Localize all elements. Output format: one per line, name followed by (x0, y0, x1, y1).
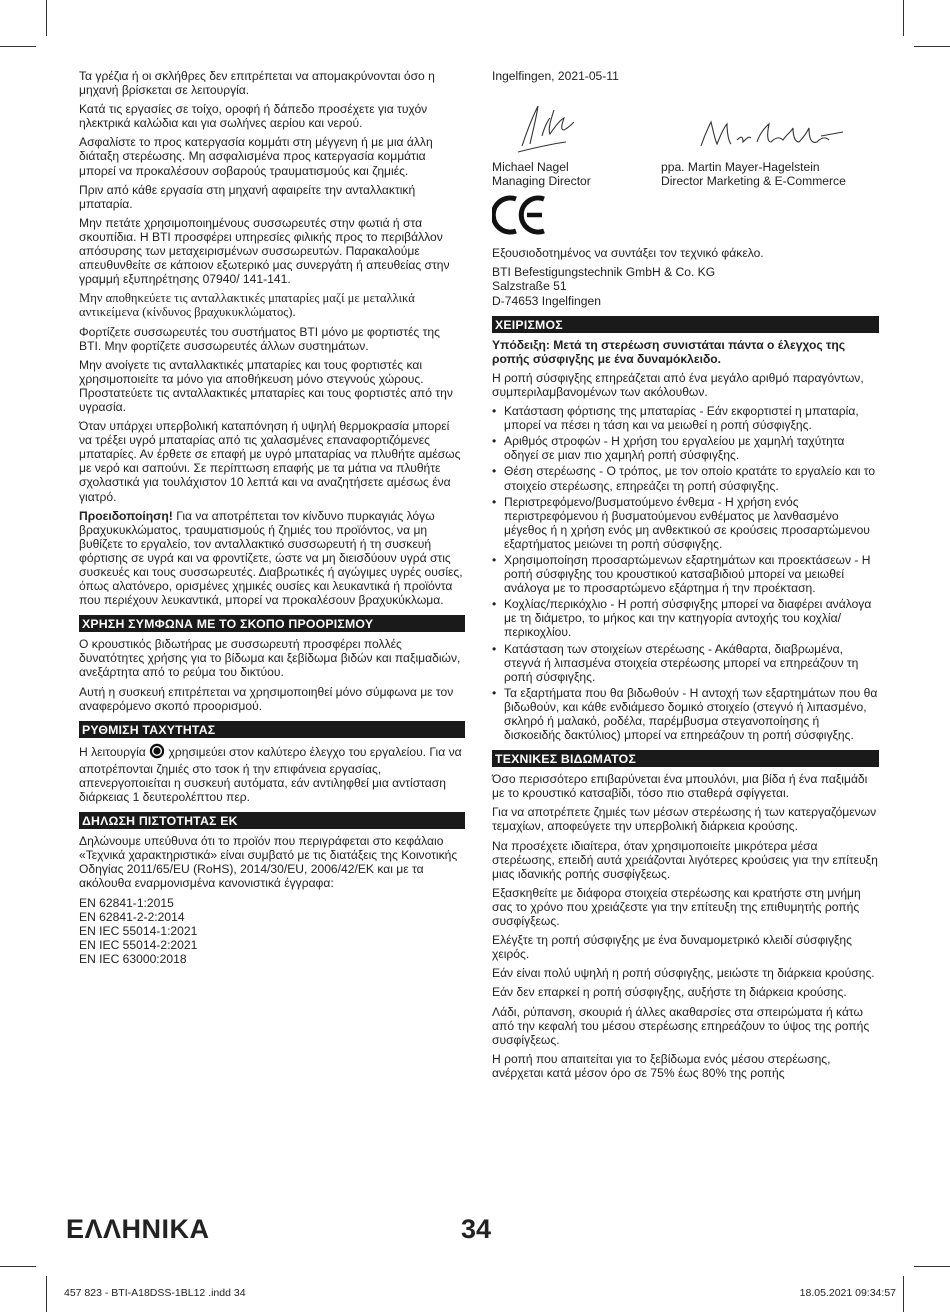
paragraph: Ο κρουστικός βιδωτήρας με συσσωρευτή προσφέρει πολλές δυνατότητες χρήσης για το βίδωμα και ξεβίδωμα βιδών και παξιμαδιών, ανεξάρτητα από το ρεύμα του δικτύου. (79, 637, 461, 680)
crop-mark (46, 0, 47, 36)
paragraph: Φορτίζετε συσσωρευτές του συστήματος BTI μόνο με φορτιστές της BTI. Μην φορτίζετε συσσωρευτές άλλων συστημάτων. (79, 324, 440, 353)
standard-item: EN 62841-2-2:2014 (79, 909, 185, 924)
signer (492, 160, 661, 188)
standard-item: EN IEC 55014-1:2021 (79, 923, 198, 938)
signatures (492, 88, 879, 160)
section-heading-speed-setting: ΡΥΘΜΙΣΗ ΤΑΧΥΤΗΤΑΣ (79, 721, 465, 738)
authorized-text: Εξουσιοδοτημένος να συντάξει τον τεχνικό φάκελο. (492, 246, 764, 261)
language-label: ΕΛΛΗΝΙΚΑ (66, 1214, 210, 1244)
speed-text-b: χρησιμεύει στον καλύτερο έλεγχο του εργαλείου. Για να αποτρέπονται ζημιές στο τσοκ ή την επιφάνεια εργασίας, απενεργοποιείται η συσκευή αυτόματα, εάν αντιληφθεί μια αντίσταση διάρκειας 1 δευτερολέπτου περ. (79, 744, 462, 805)
factors-list (492, 404, 879, 742)
signer-name: Michael Nagel (492, 160, 569, 175)
crop-mark (46, 1276, 47, 1312)
list-item: • Κοχλίας/περικόχλιο - Η ροπή σύσφιγξης μπορεί να διαφέρει ανάλογα με τη διάμετρο, το μήκος και την κατηγορία αντοχής του κοχλία/περικοχλίου. (492, 597, 879, 639)
right-column (492, 69, 879, 1085)
crop-mark (0, 1266, 36, 1267)
section-heading-ec-declaration: ΔΗΛΩΣΗ ΠΙΣΤΟΤΗΤΑΣ ΕΚ (79, 812, 465, 829)
speed-paragraph (79, 743, 465, 804)
address-line: Salzstraße 51 (492, 279, 567, 294)
section-heading-screwing-techniques: ΤΕΧΝΙΚΕΣ ΒΙΔΩΜΑΤΟΣ (492, 750, 879, 767)
speed-mode-icon (149, 743, 165, 762)
paragraph: Μην πετάτε χρησιμοποιημένους συσσωρευτές στην φωτιά ή στα σκουπίδια. Η BTI προσφέρει υπηρεσίες φιλικής προς το περιβάλλον απόσυρσης των μεταχειρισμένων συσσωρευτών. Παρακαλούμε απευθυνθείτε σε κάποιον εξωτερικό μας συνεργάτη ή απευθείας στην γραμμή εξυπηρέτησης 07940/ 141-141. (79, 215, 450, 287)
paragraph: Όταν υπάρχει υπερβολική καταπόνηση ή υψηλή θερμοκρασία μπορεί να τρέξει υγρό μπαταρίας από τις χαλασμένες επαναφορτιζόμενες μπαταρίες. Αν έρθετε σε επαφή με υγρό μπαταρίας να πλυθήτε αμέσως με νερό και σαπούνι. Σε περίπτωση επαφής με τα μάτια να πλυθήτε σχολαστικά για τουλάχιστον 10 λεπτά και να αναζητήσετε αμέσως ένα γιατρό. (79, 419, 461, 504)
paragraph: Η ροπή σύσφιγξης επηρεάζεται από ένα μεγάλο αριθμό παραγόντων, συμπεριλαμβανομένων των ακόλουθων. (492, 370, 864, 399)
paragraph: Λάδι, ρύπανση, σκουριά ή άλλες ακαθαρσίες στα σπειρώματα ή κάτω από την κεφαλή του μέσου στερέωσης επηρεάζουν το ύψος της ροπής συσφίγξεως. (492, 1004, 870, 1047)
paragraph: Αυτή η συσκευή επιτρέπεται να χρησιμοποιηθεί μόνο σύμφωνα με τον αναφερόμενο σκοπό προορισμού. (79, 684, 454, 713)
list-item: • Κατάσταση των στοιχείων στερέωσης - Ακάθαρτα, διαβρωμένα, στεγνά ή λιπασμένα στοιχεία στερέωσης μπορεί να επηρεάζουν τη ροπή σύσφιγξης. (492, 642, 879, 684)
warning-label: Προειδοποίηση! (79, 508, 173, 523)
address-block (492, 265, 879, 307)
crop-mark (0, 46, 36, 47)
standard-item: EN IEC 63000:2018 (79, 951, 187, 966)
list-item: • Χρησιμοποίηση προσαρτώμενων εξαρτημάτων και προεκτάσεων - Η ροπή σύσφιγξης του κρουστικού κατσαβιδιού μπορεί να μειωθεί ανάλογα με το προσαρτώμενο εξάρτημα ή την προέκταση. (492, 553, 879, 595)
crop-mark (903, 0, 904, 36)
warning-text: Για να αποτρέπεται τον κίνδυνο πυρκαγιάς λόγω βραχυκυκλώματος, τραυματισμούς ή ζημιές του προϊόντος, να μη βυθίζετε το εργαλείο, τον ανταλλακτικό συσσωρευτή ή τη συσκευή φόρτισης σε υγρά και να φροντίζετε, ώστε να μη διεισδύουν υγρά στις συσκευές και τους συσσωρευτές. Διαβρωτικές ή αγώγιμες υγρές ουσίες, όπως αλατόνερο, ορισμένες χημικές ουσίες και λευκαντικά ή προϊόντα που περιέχουν λευκαντικά, μπορεί να προκαλέσουν βραχυκύκλωμα. (79, 508, 463, 608)
crop-mark (914, 1266, 950, 1267)
signature-mayer-hagelstein (697, 116, 847, 156)
section-heading-intended-use: ΧΡΗΣΗ ΣΥΜΦΩΝΑ ΜΕ ΤΟ ΣΚΟΠΟ ΠΡΟΟΡΙΣΜΟΥ (79, 615, 465, 632)
slug-timestamp: 18.05.2021 09:34:57 (799, 1287, 896, 1299)
signature-nagel (514, 98, 594, 158)
paragraph: Ασφαλίστε το προς κατεργασία κομμάτι στη μέγγενη ή με μια άλλη διάταξη στερέωσης. Μη ασφαλισμένα προς κατεργασία κομμάτια μπορεί να προκαλέσουν σοβαρούς τραυματισμούς και ζημιές. (79, 135, 433, 178)
list-item: • Τα εξαρτήματα που θα βιδωθούν - Η αντοχή των εξαρτημάτων που θα βιδωθούν, και κάθε ενδιάμεσο δομικό στοιχείο (στεγνό ή λιπασμένο, σκληρό ή μαλακό, ροδέλα, παρέμβυσμα στεγανοποίησης ή δισκοειδής δακτύλιος) μπορεί να επηρεάζουν τη ροπή σύσφιγξης. (492, 686, 879, 742)
paragraph: Μην αποθηκεύετε τις ανταλλακτικές μπαταρίες μαζί με μεταλλικά αντικείμενα (κίνδυνος βραχυκυκλώματος). (79, 291, 415, 320)
warning-paragraph (79, 509, 465, 608)
paragraph: Κατά τις εργασίες σε τοίχο, οροφή ή δάπεδο προσέχετε για τυχόν ηλεκτρικά καλώδια και για σωλήνες αερίου και νερού. (79, 102, 428, 131)
crop-mark (903, 1276, 904, 1312)
signer-name: ppa. Martin Mayer-Hagelstein (661, 160, 820, 175)
paragraph: Εάν δεν επαρκεί η ροπή σύσφιγξης, αυξήστε τη διάρκεια κρούσης. (492, 985, 847, 1000)
list-item: • Θέση στερέωσης - Ο τρόπος, με τον οποίο κρατάτε το εργαλείο και το στοιχείο στερέωσης, επηρεάζει τη ροπή σύσφιγξης. (492, 464, 879, 492)
paragraph: Πριν από κάθε εργασία στη μηχανή αφαιρείτε την ανταλλακτική μπαταρία. (79, 182, 416, 211)
section-heading-operation: ΧΕΙΡΙΣΜΟΣ (492, 316, 879, 333)
note-bold: Υπόδειξη: Μετά τη στερέωση συνιστάται πάντα ο έλεγχος της ροπής σύσφιγξης με ένα δυναμόκλειδο. (492, 337, 846, 366)
list-item: • Κατάσταση φόρτισης της μπαταρίας - Εάν εκφορτιστεί η μπαταρία, μπορεί να πέσει η τάση και να μειωθεί η ροπή σύσφιγξης. (492, 404, 879, 432)
slug-file: 457 823 - BTI-A18DSS-1BL12 .indd 34 (64, 1287, 246, 1299)
crop-mark (914, 46, 950, 47)
paragraph: Να προσέχετε ιδιαίτερα, όταν χρησιμοποιείτε μικρότερα μέσα στερέωσης, επειδή αυτά χρειάζονται λιγότερες κρούσεις για την επίτευξη μιας ιδανικής ροπής συσφίγξεως. (492, 838, 878, 881)
standard-item: EN 62841-1:2015 (79, 895, 174, 910)
paragraph: Δηλώνουμε υπεύθυνα ότι το προϊόν που περιγράφεται στο κεφάλαιο «Τεχνικά χαρακτηριστικά» είναι συμβατό με τις διατάξεις της Κοινοτικής Οδηγίας 2011/65/EU (RoHS), 2014/30/EU, 2006/42/EK και με τα ακόλουθα εναρμονισμένα κανονιστικά έγγραφα: (79, 834, 458, 891)
paragraph: Ελέγξτε τη ροπή σύσφιγξης με ένα δυναμομετρικό κλειδί σύσφιγξης χειρός. (492, 933, 852, 962)
standards-list (79, 896, 465, 966)
list-item: • Περιστρεφόμενο/βυσματούμενο ένθεμα - Η χρήση ενός περιστρεφόμενου ή βυσματούμενου ενθέματος με λανθασμένο μέγεθος ή η χρήση ενός μη ανθεκτικού σε κρούσεις προσαρτώμενου εξαρτήματος μειώνει τη ροπή σύσφιγξης. (492, 495, 879, 551)
signer-title: Managing Director (492, 174, 591, 189)
ce-mark-icon (492, 194, 550, 236)
address-line: BTI Befestigungstechnik GmbH & Co. KG (492, 265, 716, 280)
list-item: • Αριθμός στροφών - Η χρήση του εργαλείου με χαμηλή ταχύτητα οδηγεί σε μιαν πιο χαμηλή ροπή σύσφιγξης. (492, 434, 879, 462)
place-date: Ingelfingen, 2021-05-11 (492, 69, 619, 83)
signer-names (492, 160, 879, 188)
paragraph: Η ροπή που απαιτείται για το ξεβίδωμα ενός μέσου στερέωσης, ανέρχεται κατά μέσον όρο σε 75% έως 80% της ροπής (492, 1051, 831, 1080)
left-column (79, 69, 465, 966)
signer (661, 160, 879, 188)
standard-item: EN IEC 55014-2:2021 (79, 937, 198, 952)
address-line: D-74653 Ingelfingen (492, 293, 601, 308)
paragraph: Μην ανοίγετε τις ανταλλακτικές μπαταρίες και τους φορτιστές και χρησιμοποιείτε τα μόνο για αποθήκευση μόνο στεγνούς χώρους. Προστατεύετε τις ανταλλακτικές μπαταρίες και τους φορτιστές από την υγρασία. (79, 357, 453, 414)
page-number: 34 (461, 1214, 492, 1244)
speed-text-a: Η λειτουργία (79, 744, 150, 759)
paragraph: Όσο περισσότερο επιβαρύνεται ένα μπουλόνι, μια βίδα ή ένα παξιμάδι με το κρουστικό κατσαβίδι, τόσο πιο σταθερά σφίγγεται. (492, 772, 868, 801)
paragraph: Για να αποτρέπετε ζημιές των μέσων στερέωσης ή των κατεργαζόμενων τεμαχίων, αποφεύγετε την υπερβολική διάρκεια κρούσης. (492, 805, 877, 834)
paragraph: Εάν είναι πολύ υψηλή η ροπή σύσφιγξης, μειώστε τη διάρκεια κρούσης. (492, 966, 875, 981)
paragraph: Τα γρέζια ή οι σκλήθρες δεν επιτρέπεται να απομακρύνονται όσο η μηχανή βρίσκεται σε λειτουργία. (79, 69, 435, 98)
paragraph: Εξασκηθείτε με διάφορα στοιχεία στερέωσης και κρατήστε στη μνήμη σας το χρόνο που χρειάζεστε για την επίτευξη της επιθυμητής ροπής συσφίγξεως. (492, 885, 861, 929)
signer-title: Director Marketing & E-Commerce (661, 174, 846, 189)
